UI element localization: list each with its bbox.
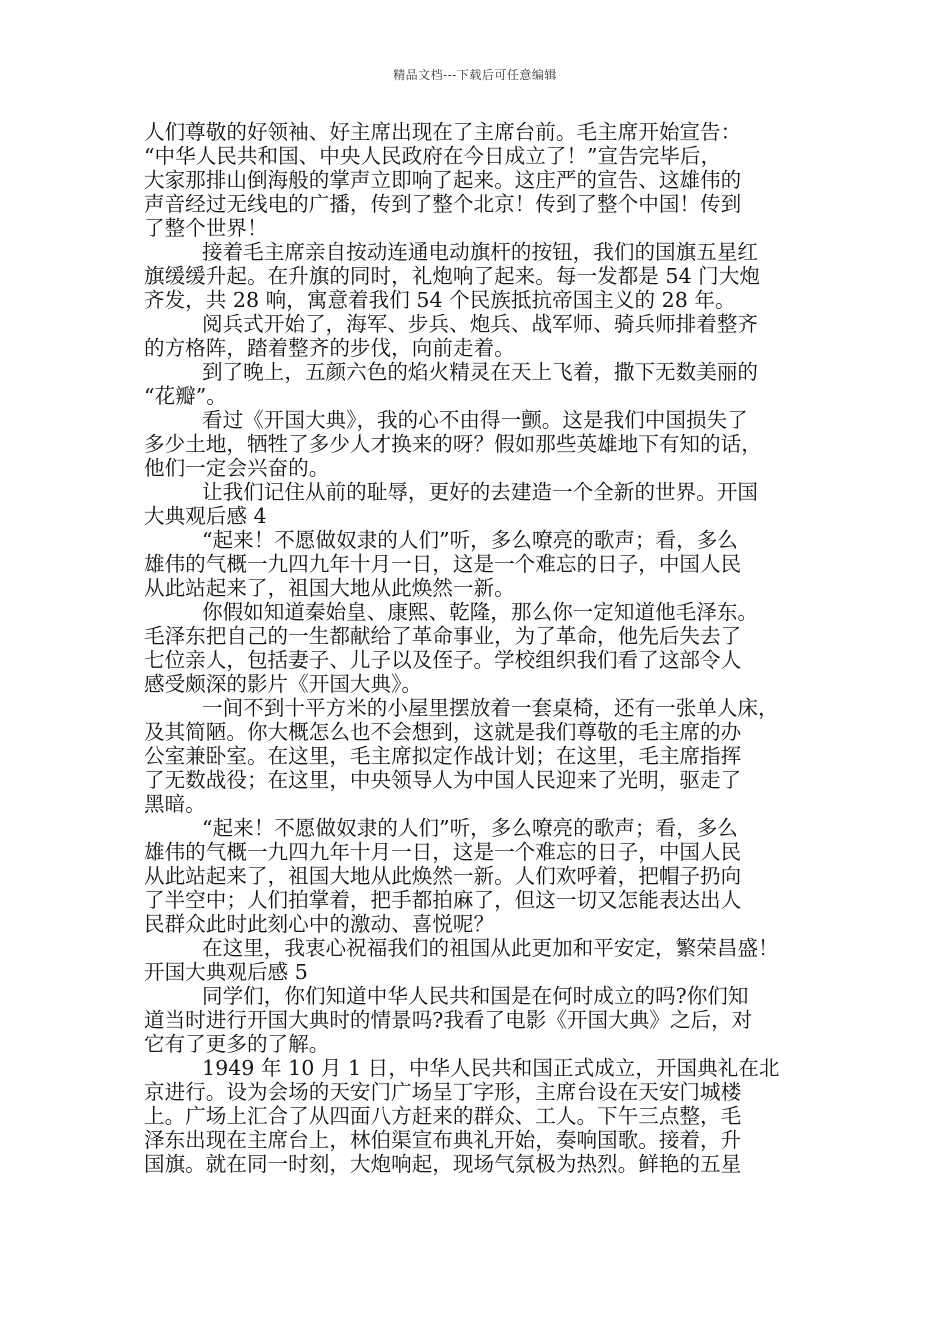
text-line: 七位亲人，包括妻子、儿子以及侄子。学校组织我们看了这部令人 [144,648,742,672]
text-line: 雄伟的气概一九四九年十月一日，这是一个难忘的日子，中国人民 [144,840,742,864]
text-line: 阅兵式开始了，海军、步兵、炮兵、战军师、骑兵师排着整齐 [202,312,759,336]
document-body [144,120,824,1176]
text-line: 接着毛主席亲自按动连通电动旗杆的按钮，我们的国旗五星红 [202,240,759,264]
text-line: 大典观后感 4 [144,504,267,528]
text-line: 了无数战役；在这里，中央领导人为中国人民迎来了光明，驱走了 [144,768,742,792]
text-line: 同学们，你们知道中华人民共和国是在何时成立的吗?你们知 [202,984,749,1008]
text-line: 人们尊敬的好领袖、好主席出现在了主席台前。毛主席开始宣告： [144,120,742,144]
text-line: “花瓣”。 [144,384,227,408]
text-line: 的方格阵，踏着整齐的步伐，向前走着。 [144,336,515,360]
text-line: 雄伟的气概一九四九年十月一日，这是一个难忘的日子，中国人民 [144,552,742,576]
text-line: 看过《开国大典》，我的心不由得一颤。这是我们中国损失了 [202,408,748,432]
text-line: 泽东出现在主席台上，林伯渠宣布典礼开始，奏响国歌。接着，升 [144,1128,742,1152]
text-line: 在这里，我衷心祝福我们的祖国从此更加和平安定，繁荣昌盛！ [202,936,779,960]
text-line: “起来！不愿做奴隶的人们”听，多么嘹亮的歌声；看，多么 [202,528,738,552]
text-line: 开国大典观后感 5 [144,960,308,984]
page-header: 精品文档---下载后可任意编辑 [393,68,557,82]
text-line: “起来！不愿做奴隶的人们”听，多么嘹亮的歌声；看，多么 [202,816,738,840]
text-line: 多少土地，牺牲了多少人才换来的呀？假如那些英雄地下有知的话， [144,432,762,456]
text-line: 公室兼卧室。在这里，毛主席拟定作战计划；在这里，毛主席指挥 [144,744,742,768]
text-line: 从此站起来了，祖国大地从此焕然一新。人们欢呼着，把帽子扔向 [144,864,742,888]
text-line: 你假如知道秦始皇、康熙、乾隆，那么你一定知道他毛泽东。 [202,600,759,624]
text-line: 一间不到十平方米的小屋里摆放着一套桌椅，还有一张单人床， [202,696,779,720]
text-line: 民群众此时此刻心中的激动、喜悦呢？ [144,912,495,936]
text-line: 感受颇深的影片《开国大典》。 [144,672,423,696]
text-line: 齐发，共 28 响，寓意着我们 54 个民族抵抗帝国主义的 28 年。 [144,288,736,312]
text-line: 黑暗。 [144,792,206,816]
text-line: 让我们记住从前的耻辱，更好的去建造一个全新的世界。开国 [202,480,759,504]
text-line: 声音经过无线电的广播，传到了整个北京！传到了整个中国！传到 [144,192,742,216]
text-line: 从此站起来了，祖国大地从此焕然一新。 [144,576,515,600]
text-line: 旗缓缓升起。在升旗的同时，礼炮响了起来。每一发都是 54 门大炮 [144,264,760,288]
text-line: 了半空中；人们拍掌着，把手都拍麻了，但这一切又怎能表达出人 [144,888,742,912]
text-line: 国旗。就在同一时刻，大炮响起，现场气氛极为热烈。鲜艳的五星 [144,1152,742,1176]
text-line: 1949 年 10 月 1 日，中华人民共和国正式成立，开国典礼在北 [202,1056,780,1080]
text-line: 了整个世界！ [144,216,268,240]
text-line: 上。广场上汇合了从四面八方赶来的群众、工人。下午三点整，毛 [144,1104,742,1128]
text-line: 大家那排山倒海般的掌声立即响了起来。这庄严的宣告、这雄伟的 [144,168,742,192]
text-line: 道当时进行开国大典时的情景吗?我看了电影《开国大典》之后，对 [144,1008,753,1032]
text-line: 及其简陋。你大概怎么也不会想到，这就是我们尊敬的毛主席的办 [144,720,742,744]
text-line: “中华人民共和国、中央人民政府在今日成立了！”宣告完毕后， [144,144,722,168]
text-line: 到了晚上，五颜六色的焰火精灵在天上飞着，撒下无数美丽的 [202,360,759,384]
text-line: 京进行。设为会场的天安门广场呈丁字形，主席台设在天安门城楼 [144,1080,742,1104]
text-line: 毛泽东把自己的一生都献给了革命事业，为了革命，他先后失去了 [144,624,742,648]
text-line: 他们一定会兴奋的。 [144,456,330,480]
text-line: 它有了更多的了解。 [144,1032,330,1056]
